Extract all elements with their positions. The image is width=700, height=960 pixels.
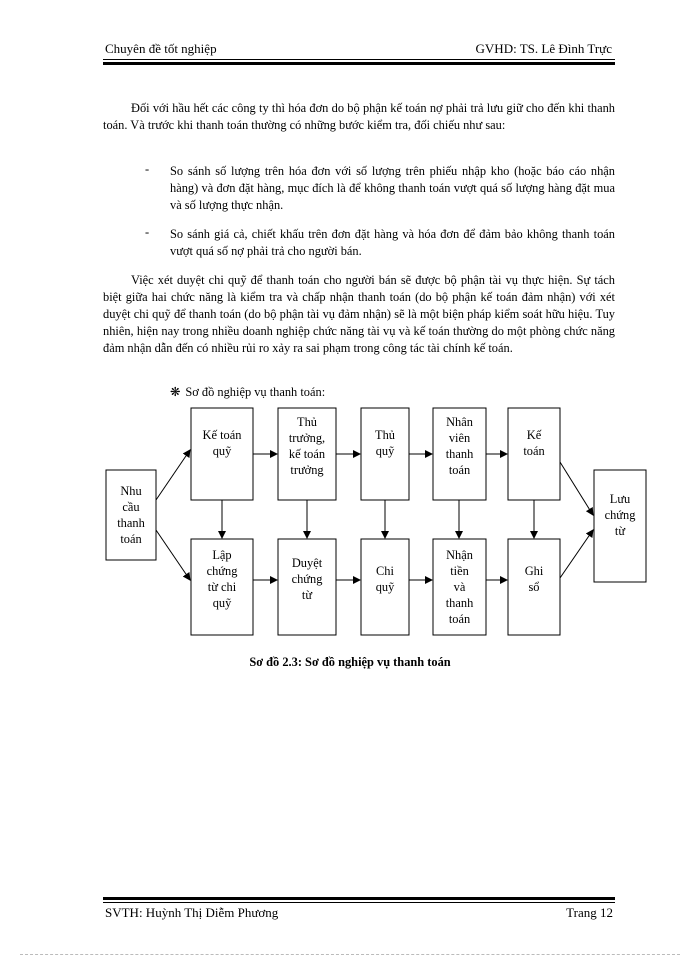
flower-bullet-icon: ❋ <box>170 385 181 399</box>
label-ke-toan-quy: Kế toán quỹ <box>202 428 242 458</box>
label-luu: Lưu chứng từ <box>604 492 636 538</box>
label-ghi-so: Ghi sổ <box>524 564 544 594</box>
label-lap-chung-tu: Lập chứng từ chi quỹ <box>206 548 238 610</box>
arrow-end-top <box>560 462 593 515</box>
diagram-caption: Sơ đồ 2.3: Sơ đồ nghiệp vụ thanh toán <box>249 655 451 669</box>
bullet-mark-2: - <box>145 225 150 239</box>
label-nhan-vien: Nhân viên thanh toán <box>445 415 474 477</box>
arrow-start-top <box>156 450 190 500</box>
label-ke-toan: Kế toán <box>523 428 545 458</box>
footer-student: SVTH: Huỳnh Thị Diễm Phương <box>105 905 279 920</box>
label-nhan-tien: Nhận tiền và thanh toán <box>445 548 474 626</box>
footer-rule-thick <box>103 897 615 900</box>
label-thu-truong: Thủ trưởng, kế toán trưởng <box>288 415 326 477</box>
arrow-start-bottom <box>156 530 190 580</box>
label-thu-quy: Thủ quỹ <box>375 428 395 458</box>
arrow-end-bottom <box>560 530 593 578</box>
page-edge-dashes <box>20 954 680 955</box>
paragraph-2: Việc xét duyệt chi quỹ để thanh toán cho người bán sẽ được bộ phận tài vụ thực hiện. Sự tách biệt giữa hai chức năng là kiểm tra và chấp nhận thanh toán (do bộ phận kế toán đảm nhận) với xét duyệt chi quỹ để thanh toán (do bộ phận tài vụ đảm nhận) sẽ là một biện pháp kiểm soát hữu hiệu. Tuy nhiên, hiện nay trong nhiều doanh nghiệp chức năng tài vụ và kế toán thường do một phòng chức năng đảm nhận dẫn đến có nhiều rủi ro xảy ra sai phạm trong công tác tài chính kế toán. <box>103 273 615 355</box>
bullet-1: So sánh số lượng trên hóa đơn với số lượng trên phiếu nhập kho (hoặc báo cáo nhận hàng) và đơn đặt hàng, mục đích là để không thanh toán vượt quá số lượng hàng đặt mua và số lượng thực nhận. <box>170 164 615 212</box>
label-chi-quy: Chi quỹ <box>375 564 395 594</box>
label-duyet: Duyệt chứng từ <box>291 556 323 602</box>
label-nhu-cau: Nhu cầu thanh toán <box>117 484 145 546</box>
bullet-2: So sánh giá cả, chiết khấu trên đơn đặt hàng và hóa đơn để đảm bảo không thanh toán vượt quá số nợ phải trả cho người bán. <box>170 227 615 258</box>
header-advisor: GVHD: TS. Lê Đình Trực <box>475 41 612 56</box>
diagram-intro-text: Sơ đồ nghiệp vụ thanh toán: <box>185 385 326 399</box>
paragraph-1: Đối với hầu hết các công ty thì hóa đơn do bộ phận kế toán nợ phải trả lưu giữ cho đến khi thanh toán. Và trước khi thanh toán thường có những bước kiểm tra, đối chiếu như sau: <box>103 101 615 132</box>
footer-page-number: Trang 12 <box>566 905 613 920</box>
header-title: Chuyên đề tốt nghiệp <box>105 41 217 56</box>
bullet-mark-1: - <box>145 162 150 176</box>
footer-rule-thin <box>103 902 615 903</box>
